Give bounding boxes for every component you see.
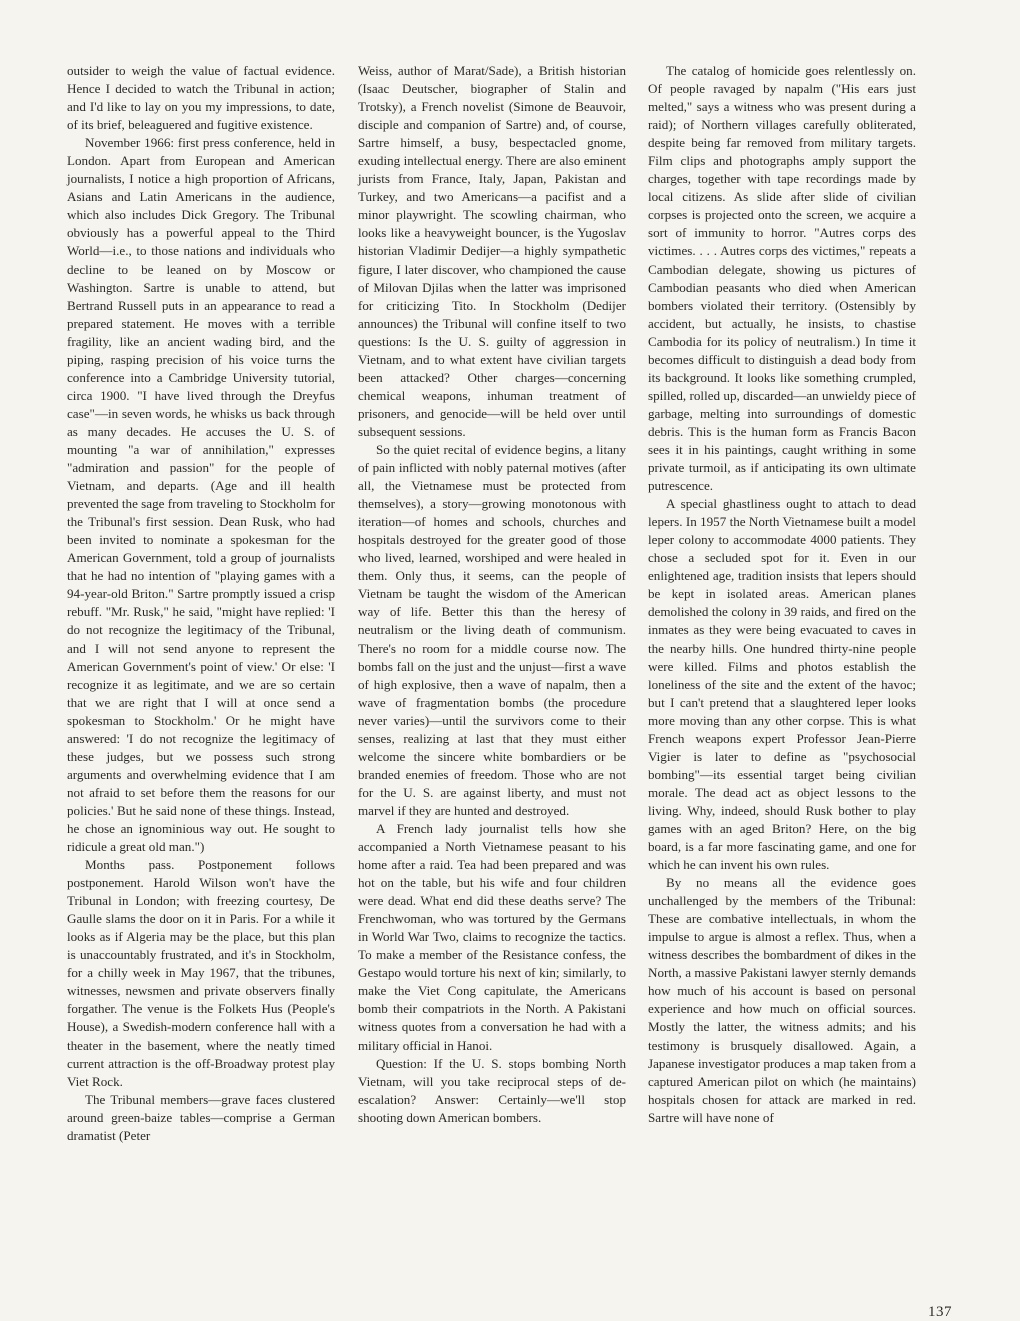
text-column-3 <box>648 62 916 1127</box>
text-column-2 <box>358 62 626 1127</box>
paragraph: outsider to weigh the value of factual evidence. Hence I decided to watch the Tribunal in action; and I'd like to lay on you my impressions, to date, of its brief, beleaguered and fugitive existence. <box>67 63 335 133</box>
paragraph: The Tribunal members—grave faces clustered around green-baize tables—comprise a German dramatist (Peter <box>67 1091 335 1143</box>
text-column-1 <box>67 62 335 1145</box>
paragraph: Question: If the U. S. stops bombing North Vietnam, will you take reciprocal steps of de-escalation? Answer: Certainly—we'll stop shooting down American bombers. <box>358 1055 626 1125</box>
page-number: 137 <box>928 1304 952 1320</box>
paragraph: Weiss, author of Marat/Sade), a British historian (Isaac Deutscher, biographer of Stalin and Trotsky), a French novelist (Simone de Beauvoir, disciple and companion of Sartre) and, of course, Sartre himself, a busy, bespectacled gnome, exuding intellectual energy. There are also eminent jurists from France, Italy, Japan, Pakistan and Turkey, and two Americans—a pacifist and a minor playwright. The scowling chairman, who looks like a heavyweight bouncer, is the Yugoslav historian Vladimir Dedijer—a highly sympathetic figure, I later discover, who championed the cause of Milovan Djilas when the latter was imprisoned for criticizing Tito. In Stockholm (Dedijer announces) the Tribunal will confine itself to two questions: Is the U. S. guilty of aggression in Vietnam, and to what extent have civilian targets been attacked? Other charges—concerning chemical weapons, inhuman treatment of prisoners, and genocide—will be held over until subsequent sessions. <box>358 63 626 439</box>
paragraph: November 1966: first press conference, held in London. Apart from European and American journalists, I notice a high proportion of Africans, Asians and Latin Americans in the audience, which also includes Dick Gregory. The Tribunal obviously has a powerful appeal to the Third World—i.e., to those nations and individuals who decline to be leaned on by Moscow or Washington. Sartre is unable to attend, but Bertrand Russell puts in an appearance to read a prepared statement. He moves with a terrible fragility, like an ancient wading bird, and the piping, rasping precision of his voice turns the conference into a Cambridge University tutorial, circa 1900. "I have lived through the Dreyfus case"—in seven words, he whisks us back through as many decades. He accuses the U. S. of mounting "a war of annihilation," expresses "admiration and passion" for the people of Vietnam, and departs. (Age and ill health prevented the sage from traveling to Stockholm for the Tribunal's first session. Dean Rusk, who had been invited to nominate a spokesman for the American Government, told a group of journalists that he had no intention of "playing games with a 94-year-old Briton." Sartre promptly issued a crisp rebuff. "Mr. Rusk," he said, "might have replied: 'I do not recognize the legitimacy of the Tribunal, and I will not send anyone to represent the American Government's point of view.' Or else: 'I recognize it as legitimate, and we are so certain that we are right that I will at once send a spokesman to Stockholm.' Or he might have answered: 'I do not recognize the legitimacy of these judges, but we possess such strong arguments and overwhelming evidence that I am not afraid to set before them the reasons for our policies.' But he said none of these things. Instead, he chose an ignominious way out. He sought to ridicule a great old man.") <box>67 135 335 855</box>
paragraph: Months pass. Postponement follows postponement. Harold Wilson won't have the Tribunal in London; with freezing courtesy, De Gaulle slams the door on it in Paris. For a while it looks as if Algeria may be the place, but this plan is unaccountably frustrated, and it's in Stockholm, for a chilly week in May 1967, that the tribunes, witnesses, newsmen and private observers finally forgather. The venue is the Folkets Hus (People's House), a Swedish-modern conference hall with a theater in the basement, where the neatly timed current attraction is the off-Broadway protest play Viet Rock. <box>67 857 335 1089</box>
paragraph: So the quiet recital of evidence begins, a litany of pain inflicted with nobly paternal motives (after all, the Vietnamese must be protected from themselves), a story—growing monotonous with iteration—of homes and schools, churches and hospitals destroyed for the greater good of those who lived, learned, worshiped and were healed in them. Only thus, it seems, can the people of Vietnam be taught the wisdom of the American way of life. Better this than the heresy of neutralism or the living death of communism. There's no room for a middle course now. The bombs fall on the just and the unjust—first a wave of high explosive, then a wave of napalm, then a wave of fragmentation bombs (the procedure never varies)—until the survivors come to their senses, realizing at last that they must either welcome the sincere white bombardiers or be branded enemies of freedom. Those who are not for the U. S. are against liberty, and must not marvel if they are hunted and destroyed. <box>358 441 626 818</box>
paragraph: A special ghastliness ought to attach to dead lepers. In 1957 the North Vietnamese built a model leper colony to accommodate 4000 patients. They chose a secluded spot for it. Even in our enlightened age, tradition insists that lepers should be kept in isolated areas. American planes demolished the colony in 39 raids, and fired on the inmates as they were being evacuated to caves in the nearby hills. One hundred thirty-nine people were killed. Films and photos establish the loneliness of the site and the extent of the havoc; but I can't pretend that a slaughtered leper looks more moving than any other corpse. This is what French weapons expert Professor Jean-Pierre Vigier is later to define as "psychosocial bombing"—its essential target being civilian morale. The dead act as object lessons to the living. Why, indeed, should Rusk bother to play games with an aged Briton? Here, on the big board, is a far more fascinating game, and one for which he can invent his own rules. <box>648 496 916 873</box>
paragraph: A French lady journalist tells how she accompanied a North Vietnamese peasant to his home after a raid. Tea had been prepared and was hot on the table, but his wife and four children were dead. What end did these deaths serve? The Frenchwoman, who was tortured by the Germans in World War Two, claims to recognize the tactics. To make a member of the Resistance confess, the Gestapo would torture his next of kin; similarly, to make the Viet Cong capitulate, the Americans bomb their compatriots in the North. A Pakistani witness quotes from a conversation he had with a military official in Hanoi. <box>358 820 626 1053</box>
paragraph: By no means all the evidence goes unchallenged by the members of the Tribunal: These are combative intellectuals, in whom the impulse to argue is almost a reflex. Thus, when a witness describes the bombardment of dikes in the North, a massive Pakistani lawyer sternly demands how much of his account is based on personal experience and how much on official sources. Mostly the latter, the witness admits; and his testimony is brusquely disallowed. Again, a Japanese investigator produces a map taken from a captured American pilot on which (he maintains) hospitals chosen for attack are marked in red. Sartre will have none of <box>648 875 916 1125</box>
paragraph: The catalog of homicide goes relentlessly on. Of people ravaged by napalm ("His ears just melted," says a witness who was present during a raid); of Northern villages carefully obliterated, despite being far removed from military targets. Film clips and photographs amply support the charges, together with tape recordings made by local citizens. As slide after slide of civilian corpses is projected onto the screen, we acquire a sort of immunity to horror. "Autres corps des victimes. . . . Autres corps des victimes," repeats a Cambodian delegate, showing us pictures of Cambodian peasants who died when American bombers violated their territory. (Ostensibly by accident, but actually, he insists, to chastise Cambodia for its policy of neutralism.) In time it becomes difficult to distinguish a dead body from its background. It looks like something crumpled, spilled, rolled up, discarded—an unwieldy piece of garbage, melting into surroundings of domestic debris. This is the human form as Francis Bacon sees it in his paintings, caught writhing in some private turmoil, as if anticipating its own ultimate putrescence. <box>648 63 916 494</box>
